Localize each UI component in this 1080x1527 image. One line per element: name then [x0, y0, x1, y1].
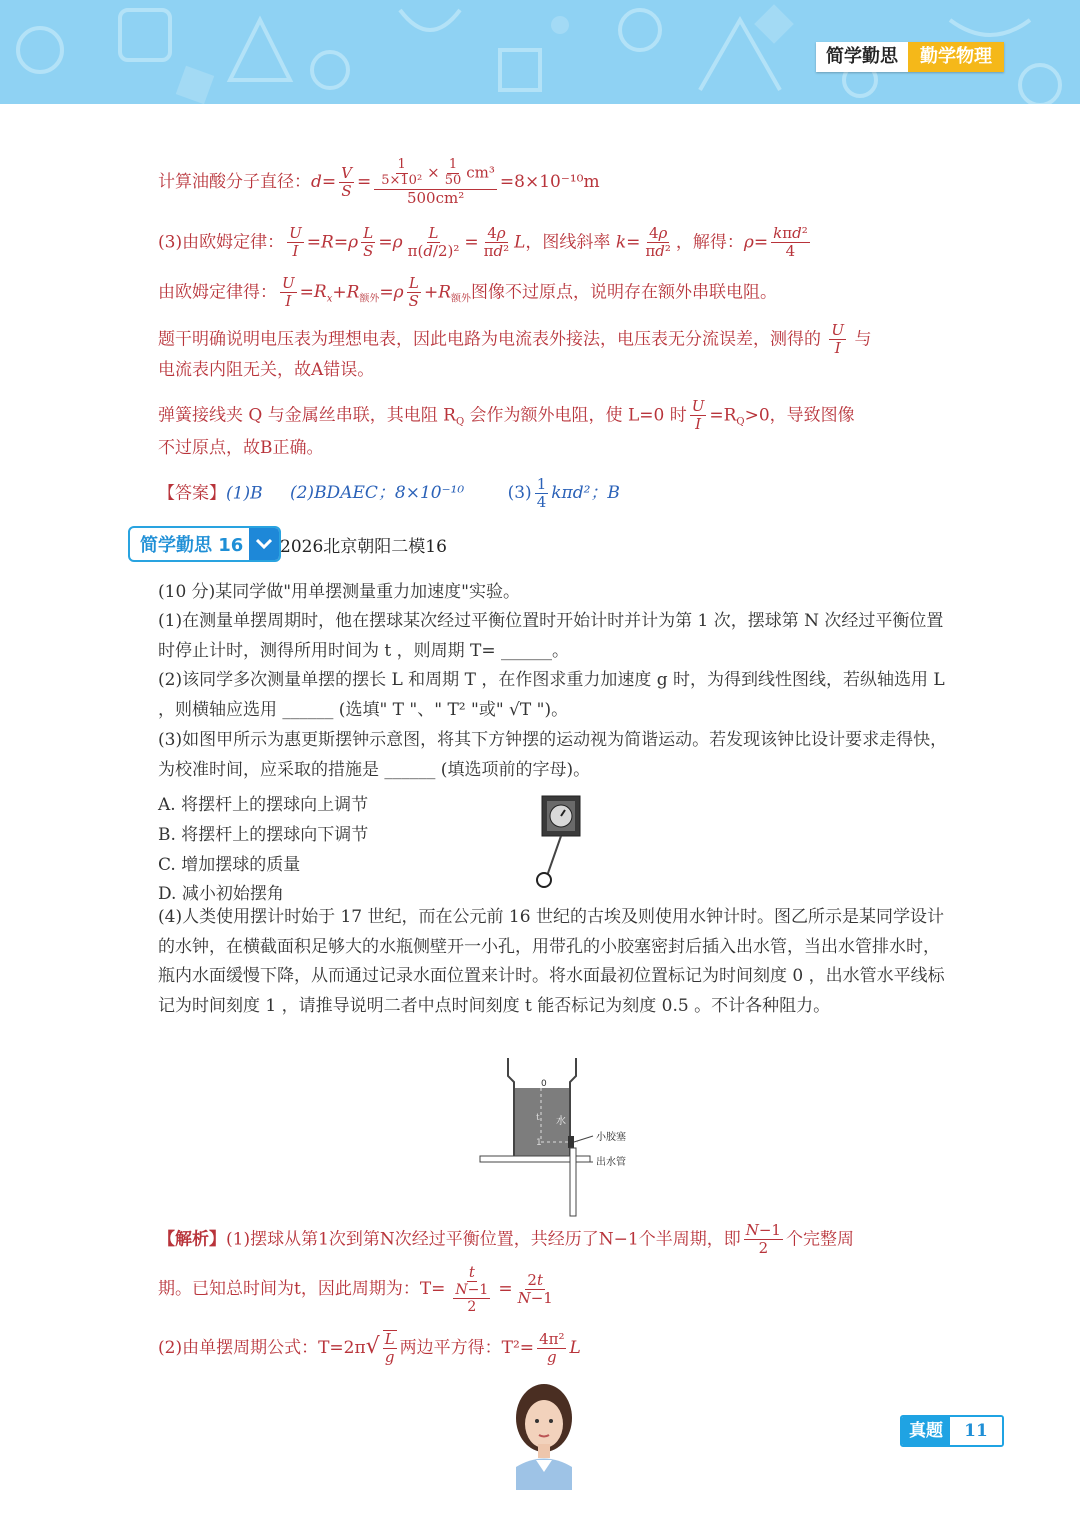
solution-3c: L	[569, 1337, 581, 1358]
solution-period: 期。已知总时间为t，因此周期为：T= $\frac{t}{\frac{N-1}{2}}$ = $\frac{2t}{N-1}$	[158, 1263, 553, 1316]
ohm2-lead: 由欧姆定律得：	[158, 282, 277, 303]
answer-1: (1)B	[226, 483, 263, 504]
problem-tag-label: 简学勤思 16	[140, 535, 244, 556]
mark-t: t	[536, 1113, 540, 1123]
problem-part-3: (3)如图甲所示为惠更斯摆钟示意图，将其下方钟摆的运动视为简谐运动。若发现该钟比设计要求走得快，为校准时间，应采取的措施是 ______ (填选项前的字母)。	[158, 730, 948, 780]
problem-part-1: (1)在测量单摆周期时，他在摆球某次经过平衡位置时开始计时并计为第 1 次，摆球第 N 次经过平衡位置时停止计时，测得所用时间为 t ，则周期 T= ______。	[158, 611, 944, 661]
solution-line-b-right: 不过原点，故B正确。	[158, 438, 324, 458]
problem-part-2: (2)该同学多次测量单摆的摆长 L 和周期 T ，在作图求重力加速度 g 时，为得到线性图线，若纵轴选用 L ，则横轴应选用 ______ (选填" T "、" T² "或" √T ")。	[158, 670, 945, 720]
solution-part-1: 【解析】(1)摆球从第1次到第N次经过平衡位置，共经历了N−1个半周期，即 $\frac{N-1}{2}$ 个完整周	[158, 1221, 854, 1258]
solution-line-ohm-2: 由欧姆定律得： $\frac{U}{I}$ $=R_x+R_{额外}=\rho$ $\frac{L}{S}$ $+R_{额外}$图像不过原点，说明存在额外串联电阻。	[158, 274, 778, 311]
option-a: A. 将摆杆上的摆球向上调节	[158, 795, 369, 815]
solution-line-a-wrong: 电流表内阻无关，故A错误。	[158, 360, 375, 380]
problem-tag	[128, 526, 281, 562]
teacher-avatar	[496, 1372, 592, 1490]
ohm2-end: 图像不过原点，说明存在额外串联电阻。	[471, 282, 778, 303]
option-b: B. 将摆杆上的摆球向下调节	[158, 825, 369, 845]
footer-page-tag	[900, 1415, 1004, 1447]
solution-line-ideal-meter: 题干明确说明电压表为理想电表，因此电路为电流表外接法，电压表无分流误差，测得的 $\frac{U}{I}$ 与	[158, 321, 872, 358]
solution-3a: (2)由单摆周期公式：T=2π	[158, 1337, 366, 1358]
ohm-lead: (3)由欧姆定律：	[158, 232, 285, 253]
option-d: D. 减小初始摆角	[158, 884, 284, 904]
answer-3: (3) $\frac{1}{4}$ kπd²；B	[507, 475, 620, 512]
spring-text-a: 弹簧接线夹 Q 与金属丝串联，其电阻 R	[158, 405, 456, 426]
solution-line-spring: 弹簧接线夹 Q 与金属丝串联，其电阻 $R_Q$ 会作为额外电阻，使 L=0 时 $\frac{U}{I}$ $=R_Q>0$，导致图像	[158, 397, 855, 434]
brand-name: 简学勤思	[816, 42, 908, 72]
answer-2: (2)BDAEC；8×10⁻¹⁰	[289, 483, 465, 504]
diameter-result: =8×10⁻¹⁰m	[499, 172, 600, 193]
problem-source: 2026北京朝阳二模16	[280, 537, 447, 557]
spring-text-c: =R	[709, 405, 737, 426]
brand-subject: 勤学物理	[908, 42, 1004, 72]
brand-box	[816, 42, 1004, 72]
solution-1b: 个完整周	[785, 1229, 854, 1250]
ideal-meter-text: 题干明确说明电压表为理想电表，因此电路为电流表外接法，电压表无分流误差，测得的	[158, 329, 821, 350]
v-over-s: $\frac{V}{S}$	[341, 163, 352, 201]
stopper-label: 小胶塞	[596, 1132, 626, 1143]
header-banner	[0, 0, 1080, 104]
water-clock-figure	[478, 1050, 638, 1218]
problem-part-4: (4)人类使用摆计时始于 17 世纪，而在公元前 16 世纪的古埃及则使用水钟计时。图乙所示是某同学设计的水钟，在横截面积足够大的水瓶侧壁开一小孔，用带孔的小胶塞密封后插入出水管，当出水管排水时，瓶内水面缓慢下降，从而通过记录水面位置来计时。将水面最初位置标记为时间刻度 0 ，出水管水平线标记为时间刻度 1 ，请推导说明二者中点时间刻度 t 能否标记为刻度 0.5 。不计各种阻力。	[158, 907, 945, 1016]
solve-text: ，解得：	[675, 232, 744, 253]
mark-zero: 0	[541, 1079, 547, 1089]
solution-line-ohm-1: (3)由欧姆定律： $\frac{U}{I}$ =R=ρ $\frac{L}{S}$ =ρ $\frac{L}{\text{π(d/2)²}}$ = $\frac{4\rho}{\text{πd²}}$ L，图线斜率 k= $\frac{4\rho}{\text{πd²}}$ ，解得：ρ= $\frac{\text{kπd²}}{4}$	[158, 224, 808, 261]
solution-line-diameter: 计算油酸分子直径：d= $\frac{V}{S}$ = $\frac{1}{\text{5×10²}}$ × $\frac{1}{50}$ cm³ 500cm² =8×10⁻¹⁰m	[158, 157, 600, 207]
water-label: 水	[556, 1116, 566, 1127]
spring-text-b: 会作为额外电阻，使 L=0 时	[464, 405, 687, 426]
answer-line	[158, 476, 620, 512]
page-number: 11	[950, 1417, 1002, 1445]
diameter-fraction: $\frac{1}{\text{5×10²}}$ × $\frac{1}{50}$ cm³ 500cm²	[374, 158, 497, 207]
pendulum-clock-figure	[525, 790, 585, 890]
chevron-down-icon[interactable]	[249, 528, 279, 560]
solution-2a: 期。已知总时间为t，因此周期为：T=	[158, 1279, 446, 1300]
answer-label: 【答案】	[158, 483, 226, 504]
solution-part-2: (2)由单摆周期公式：T=2π√ $\frac{L}{g}$ 两边平方得：T²= $\frac{\text{4π²}}{g}$ L	[158, 1329, 581, 1367]
footer-label: 真题	[902, 1417, 950, 1445]
ideal-meter-end: 与	[854, 329, 872, 350]
solution-1a: (1)摆球从第1次到第N次经过平衡位置，共经历了N−1个半周期，即	[226, 1229, 741, 1250]
slope-text: ，图线斜率	[525, 232, 611, 253]
diameter-lead: 计算油酸分子直径：	[158, 172, 311, 193]
problem-intro: (10 分)某同学做"用单摆测量重力加速度"实验。	[158, 582, 520, 602]
solution-label: 【解析】	[158, 1229, 226, 1250]
pipe-label: 出水管	[596, 1157, 626, 1168]
spring-text-d: >0，导致图像	[744, 405, 855, 426]
option-c: C. 增加摆球的质量	[158, 855, 301, 875]
solution-3b: 两边平方得：T²=	[399, 1337, 535, 1358]
mark-one: 1	[536, 1138, 542, 1148]
